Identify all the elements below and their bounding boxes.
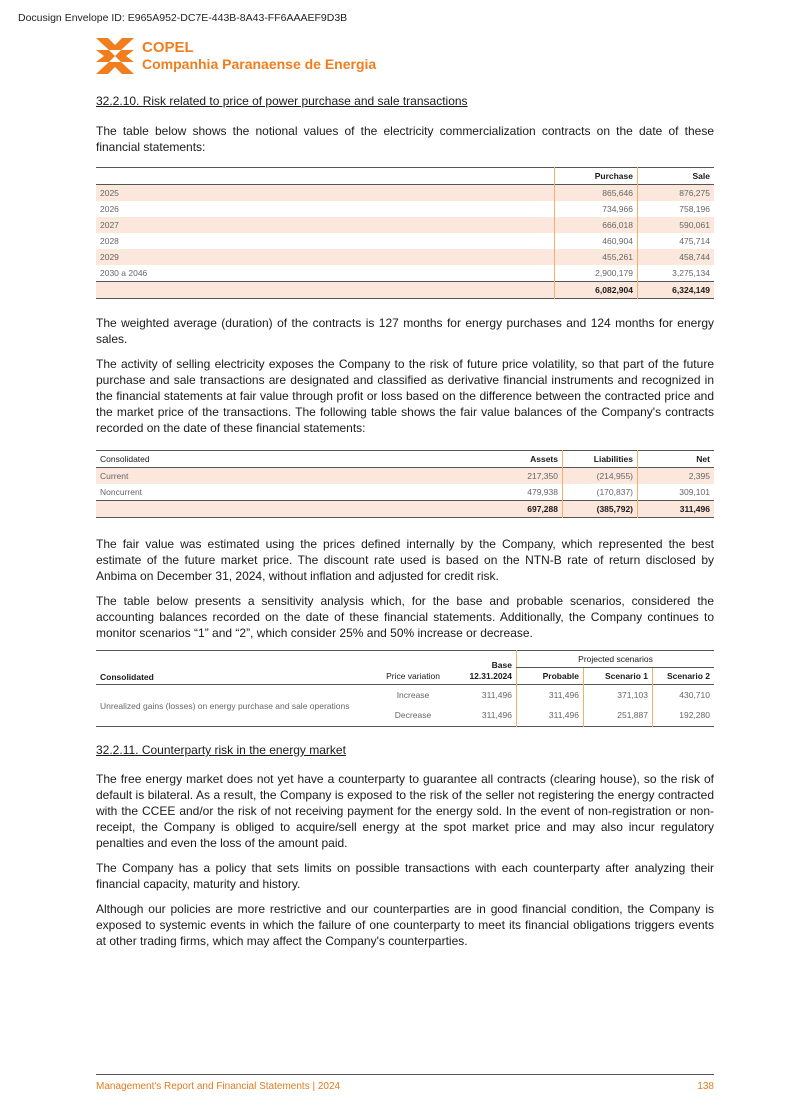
logo-line1: COPEL bbox=[142, 39, 194, 56]
page-number: 138 bbox=[697, 1081, 714, 1092]
table-cell: 309,101 bbox=[638, 484, 715, 501]
page-footer bbox=[96, 1074, 714, 1092]
table-cell: 311,496 bbox=[481, 689, 512, 700]
paragraph-fair-value-estimate: The fair value was estimated using the prices defined internally by the Company, which represented the best estimate of the future market price. The discount rate used is based on the NTN-B rate of return disclosed by Anbima on December 31, 2024, without inflation and adjusted for credit risk. bbox=[96, 537, 714, 583]
table-cell: 3,275,134 bbox=[638, 265, 715, 282]
table-cell: 455,261 bbox=[555, 249, 638, 265]
paragraph-duration: The weighted average (duration) of the contracts is 127 months for energy purchases and 124 months for energy sales. bbox=[96, 316, 714, 346]
table-total-row bbox=[96, 282, 714, 299]
table-cell: 311,496 bbox=[638, 501, 715, 518]
table-cell: 458,744 bbox=[638, 249, 715, 265]
table-cell: 2,395 bbox=[638, 468, 715, 485]
table-cell: 734,966 bbox=[555, 201, 638, 217]
table-row bbox=[96, 484, 714, 501]
table-cell: 2030 a 2046 bbox=[100, 268, 148, 278]
table-cell: 697,288 bbox=[527, 504, 558, 514]
table-cell: (214,955) bbox=[563, 468, 638, 485]
table-cell: 758,196 bbox=[638, 201, 715, 217]
table-header: Consolidated bbox=[100, 454, 150, 464]
table-row bbox=[96, 217, 714, 233]
table-cell: (170,837) bbox=[563, 484, 638, 501]
table-header: Consolidated bbox=[100, 672, 154, 682]
notional-values-table bbox=[96, 167, 714, 299]
table-cell: 311,496 bbox=[481, 710, 512, 721]
section-heading-counterparty: 32.2.11. Counterparty risk in the energy market bbox=[96, 743, 346, 757]
table-cell: 666,018 bbox=[555, 217, 638, 233]
table-cell: 430,710 bbox=[653, 685, 715, 705]
table-header: Projected scenarios bbox=[517, 651, 715, 668]
table-cell: 475,714 bbox=[638, 233, 715, 249]
table-cell: Decrease bbox=[394, 710, 432, 721]
copel-logo-icon bbox=[96, 38, 134, 74]
table-cell: 460,904 bbox=[555, 233, 638, 249]
sensitivity-table bbox=[96, 650, 714, 727]
table-header: Scenario 2 bbox=[653, 668, 715, 685]
logo-line2: Companhia Paranaense de Energia bbox=[142, 56, 377, 72]
table-cell: 251,887 bbox=[584, 705, 653, 727]
table-row bbox=[96, 233, 714, 249]
table-cell bbox=[96, 282, 555, 299]
table-cell: Current bbox=[100, 471, 129, 481]
company-logo bbox=[96, 38, 376, 74]
paragraph-fair-value-activity: The activity of selling electricity exposes the Company to the risk of future price volatility, so that part of the future purchase and sale transactions are designated and classified as derivative financial instruments and recognized in the financial statements at fair value through profit or loss based on the difference between the contracted price and the market price of the transactions. The following table shows the fair value balances of the Company's contracts recorded on the date of these financial statements: bbox=[96, 357, 714, 435]
table-total-row bbox=[96, 501, 714, 518]
envelope-id: Docusign Envelope ID: E965A952-DC7E-443B-8A43-FF6AAAEF9D3B bbox=[18, 12, 348, 24]
table-cell: 2025 bbox=[100, 188, 119, 198]
paragraph-sensitivity: The table below presents a sensitivity analysis which, for the base and probable scenarios, considered the accounting balances recorded on the date of these financial statements. Additionally, the Company continues to monitor scenarios “1” and “2”, which consider 25% and 50% increase or decrease. bbox=[96, 594, 714, 640]
table-row bbox=[96, 201, 714, 217]
table-header: Scenario 1 bbox=[584, 668, 653, 685]
table-header bbox=[96, 168, 555, 185]
table-cell: 217,350 bbox=[527, 471, 558, 481]
table-cell: 2029 bbox=[100, 252, 119, 262]
table-cell: 371,103 bbox=[584, 685, 653, 705]
table-cell: 6,324,149 bbox=[638, 282, 715, 299]
table-row bbox=[96, 185, 714, 202]
table-cell: (385,792) bbox=[563, 501, 638, 518]
table-cell: 876,275 bbox=[638, 185, 715, 202]
table-cell: 2,900,179 bbox=[555, 265, 638, 282]
main-content bbox=[96, 94, 714, 949]
table-header: Net bbox=[638, 451, 715, 468]
table-row bbox=[96, 685, 714, 705]
table-cell: Noncurrent bbox=[100, 487, 143, 497]
table-cell: 192,280 bbox=[653, 705, 715, 727]
table-header: Probable bbox=[517, 668, 584, 685]
table-cell: 6,082,904 bbox=[555, 282, 638, 299]
table-row bbox=[96, 249, 714, 265]
paragraph-counterparty-2: The Company has a policy that sets limits on possible transactions with each counterparty after analyzing their financial capacity, maturity and history. bbox=[96, 861, 714, 891]
table-cell: Unrealized gains (losses) on energy purchase and sale operations bbox=[100, 700, 350, 711]
table-header: Base 12.31.2024 bbox=[469, 660, 512, 681]
table-cell: 2028 bbox=[100, 236, 119, 246]
table-header: Assets bbox=[530, 454, 558, 464]
table-header: Liabilities bbox=[563, 451, 638, 468]
table-row bbox=[96, 468, 714, 485]
table-cell: 311,496 bbox=[517, 685, 584, 705]
table-header: Purchase bbox=[555, 168, 638, 185]
fair-value-table bbox=[96, 450, 714, 518]
paragraph-intro: The table below shows the notional values of the electricity commercialization contracts on the date of these financial statements: bbox=[96, 124, 714, 154]
table-row bbox=[96, 265, 714, 282]
paragraph-counterparty-1: The free energy market does not yet have a counterparty to guarantee all contracts (clearing house), so the risk of default is bilateral. As a result, the Company is exposed to the risk of the seller not registering the energy contracted with the CCEE and/or the risk of not receiving payment for the energy sold. In the event of non-registration or non-receipt, the Company is obliged to acquire/sell energy at the spot market price and may also incur regulatory penalties and even the loss of the amount paid. bbox=[96, 772, 714, 850]
table-cell: 479,938 bbox=[527, 487, 558, 497]
section-heading-risk-price: 32.2.10. Risk related to price of power purchase and sale transactions bbox=[96, 94, 468, 108]
table-header: Price variation bbox=[386, 671, 440, 681]
table-cell: 2027 bbox=[100, 220, 119, 230]
table-cell bbox=[96, 501, 494, 518]
table-cell: 865,646 bbox=[555, 185, 638, 202]
table-cell: 2026 bbox=[100, 204, 119, 214]
table-cell: 590,061 bbox=[638, 217, 715, 233]
table-cell: Increase bbox=[396, 689, 430, 700]
table-cell: 311,496 bbox=[517, 705, 584, 727]
table-header: Sale bbox=[638, 168, 715, 185]
footer-title: Management's Report and Financial Statements | 2024 bbox=[96, 1081, 341, 1092]
paragraph-counterparty-3: Although our policies are more restrictive and our counterparties are in good financial condition, the Company is exposed to systemic events in which the failure of one counterparty to meet its financial obligations triggers events at other trading firms, which may affect the Company's counterparties. bbox=[96, 902, 714, 948]
